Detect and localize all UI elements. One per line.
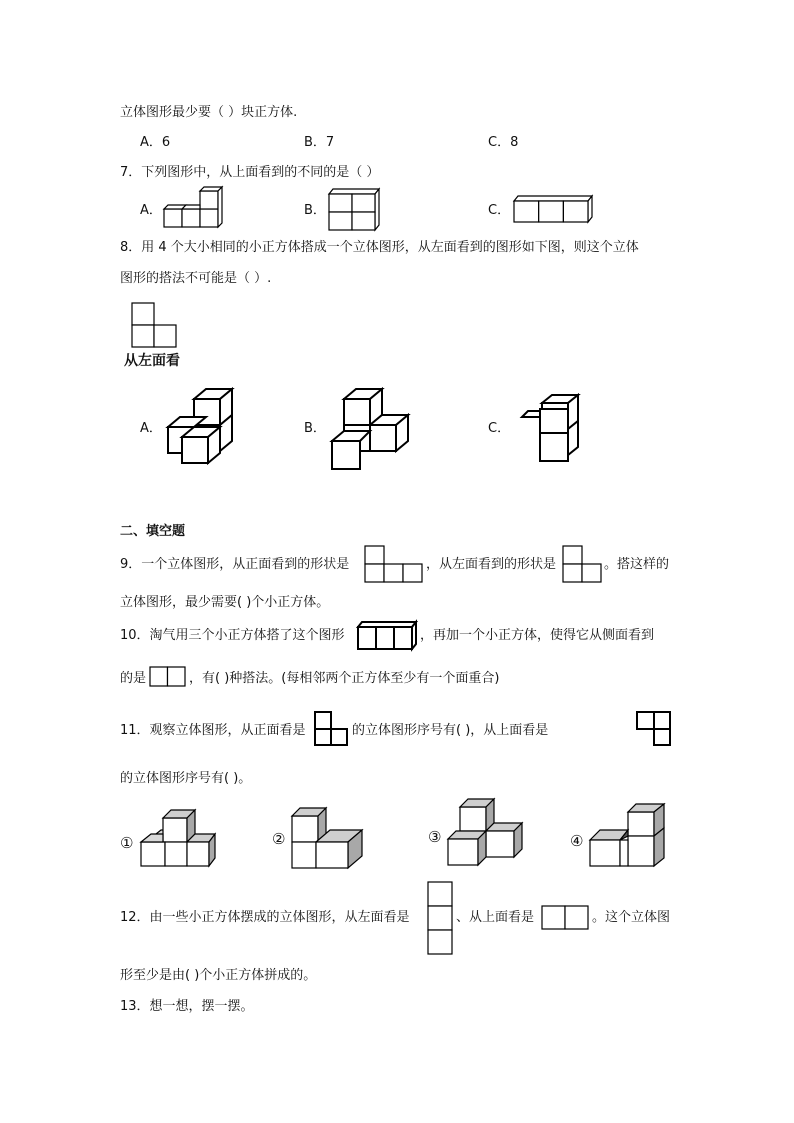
q11-part1: 11．观察立体图形，从正面看是	[120, 723, 306, 738]
q8-figure-b	[330, 387, 414, 471]
q8-label-c: C．	[488, 421, 511, 436]
q10-line2-b: ，有( )种搭法。(每相邻两个正方体至少有一个面重合)	[189, 671, 500, 686]
q9-part2: ，从左面看到的形状是	[426, 557, 557, 572]
q6-line: 立体图形最少要（ ）块正方体.	[120, 105, 298, 120]
q10-part2: ，再加一个小正方体，使得它从侧面看到	[420, 628, 655, 643]
q11-figure-1	[139, 808, 219, 870]
q6-option-b: B．7	[304, 135, 335, 150]
q10-side-view	[149, 666, 187, 688]
q11-label-4: ④	[570, 832, 584, 850]
q8-left-view	[131, 302, 179, 348]
q8-label-a: A．	[140, 421, 162, 436]
q11-front-view	[314, 711, 348, 747]
q10-figure	[356, 621, 416, 651]
q6-option-c: C．8	[488, 135, 519, 150]
q11-part2: 的立体图形序号有( )，从上面看是	[352, 723, 549, 738]
q8-figure-a	[166, 387, 238, 467]
q9-line2: 立体图形，最少需要( )个小正方体。	[120, 595, 330, 610]
q8-stem-line1: 8．用 4 个大小相同的小正方体搭成一个立体图形，从左面看到的图形如下图，则这个立体	[120, 240, 639, 255]
q8-figure-c	[520, 393, 582, 465]
section-title: 二、填空题	[120, 524, 186, 539]
q10-part1: 10．淘气用三个小正方体搭了这个图形	[120, 628, 345, 643]
q9-part1: 9．一个立体图形，从正面看到的形状是	[120, 557, 350, 572]
q11-figure-2	[290, 806, 370, 872]
q7-label-a: A．	[140, 203, 162, 218]
q7-figure-a	[163, 188, 223, 232]
q8-label-b: B．	[304, 421, 326, 436]
q7-figure-c	[512, 195, 594, 225]
q11-line2: 的立体图形序号有( )。	[120, 771, 252, 786]
q12-left-view	[427, 881, 455, 955]
q7-stem: 7．下列图形中，从上面看到的不同的是（ ）	[120, 165, 380, 180]
q9-front-view	[364, 545, 424, 583]
q11-figure-4	[588, 802, 670, 870]
q12-top-view	[541, 905, 591, 931]
q12-line2: 形至少是由( )个小正方体拼成的。	[120, 968, 317, 983]
q12-part3: 。这个立体图	[592, 910, 671, 925]
q11-label-2: ②	[272, 830, 286, 848]
q11-label-1: ①	[120, 834, 134, 852]
q8-stem-line2: 图形的搭法不可能是（ ）.	[120, 271, 272, 286]
q8-view-caption: 从左面看	[124, 353, 180, 369]
q7-label-c: C．	[488, 203, 511, 218]
q9-part3: 。搭这样的	[604, 557, 670, 572]
q11-figure-3	[446, 797, 526, 869]
q7-label-b: B．	[304, 203, 326, 218]
q12-part1: 12．由一些小正方体摆成的立体图形，从左面看是	[120, 910, 410, 925]
q11-label-3: ③	[428, 828, 442, 846]
q11-top-view	[636, 711, 672, 747]
q9-left-view	[562, 545, 604, 583]
q7-figure-b	[327, 188, 381, 232]
q10-line2-a: 的是	[120, 671, 147, 686]
q13-stem: 13．想一想，摆一摆。	[120, 999, 254, 1014]
q12-part2: 、从上面看是	[456, 910, 535, 925]
q6-option-a: A．6	[140, 135, 171, 150]
